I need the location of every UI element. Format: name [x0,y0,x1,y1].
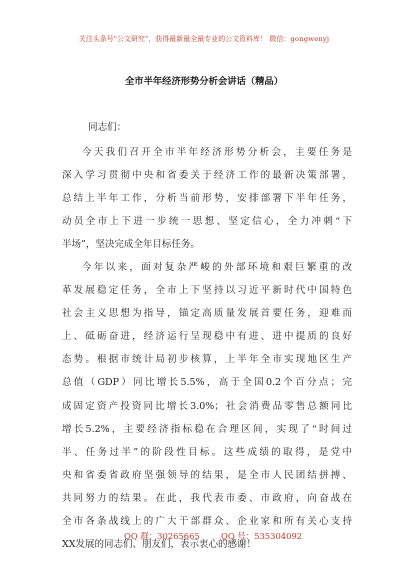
body-line: 央和省委省政府坚强领导的结果，是全市人民团结拼搏、 [62,469,352,481]
body-line: XX发展的同志们、朋友们，表示衷心的感谢！ [62,538,257,550]
body-line: 全市各条战线上的广大干部群众、企业家和所有关心支持 [62,515,352,527]
body-line: 深入学习贯彻中央和省委关于经济工作的最新决策部署， [62,170,352,182]
body-line: 态势。根据市统计局初步核算，上半年全市实现地区生产 [62,354,352,366]
document-body [62,141,352,556]
footer-contacts [0,530,408,544]
qq-group-number: QQ 群：30265665 [124,531,200,541]
body-line: 半、任务过半”的阶段性目标。这些成绩的取得，是党中 [62,446,352,458]
body-line: 总值（GDP）同比增长5.5%，高于全国0.2个百分点；完 [62,377,352,389]
body-line: 动员全市上下进一步统一思想、坚定信心，全力冲刺“下 [62,216,352,228]
body-line: 增长5.2%，主要经济指标稳在合理区间，实现了“时间过 [62,423,352,435]
body-line: 半场”，坚决完成全年目标任务。 [62,239,200,251]
salutation: 同志们： [88,122,127,133]
qq-account-number: QQ 号：535304092 [221,531,303,541]
body-line: 总结上半年工作，分析当前形势，安排部署下半年任务， [62,193,352,205]
document-title: 全市半年经济形势分析会讲话（精品） [124,76,284,87]
body-line: 今天我们召开全市半年经济形势分析会，主要任务是 [82,147,352,158]
body-line: 社会主义思想为指导，锚定高质量发展首要任务，迎难而 [62,308,352,320]
body-line: 革发展稳定任务，全市上下坚持以习近平新时代中国特色 [62,285,352,297]
body-line: 成固定资产投资同比增长3.0%；社会消费品零售总额同比 [62,400,352,412]
body-line: 上、砥砺奋进，经济运行呈现稳中有进、进中提质的良好 [62,331,352,343]
body-line: 共同努力的结果。在此，我代表市委、市政府，向奋战在 [62,492,352,504]
promo-banner: 关注头条号"公文研究"，获得最新最全最专业的公文资料库！ 微信：gongwenyj [78,35,330,43]
body-line: 今年以来，面对复杂严峻的外部环境和艰巨繁重的改 [82,262,352,274]
